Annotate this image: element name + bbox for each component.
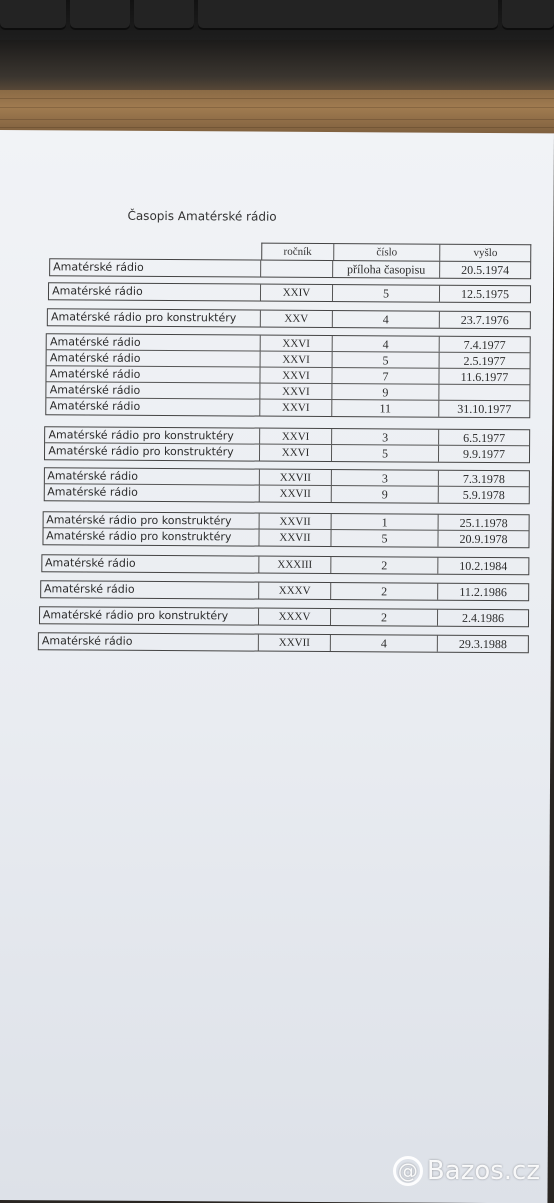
cell-title: Amatérské rádio pro konstruktéry [45, 443, 260, 460]
table-group [46, 333, 531, 418]
table-group [48, 282, 531, 303]
cell-rocnik: XXVI [261, 352, 333, 367]
cell-cislo: 3 [332, 470, 439, 486]
document-title: Časopis Amatérské rádio [127, 208, 277, 224]
cell-rocnik: XXIV [261, 285, 333, 301]
cell-cislo: 4 [333, 311, 440, 328]
header-rocnik: ročník [262, 244, 334, 260]
cell-vyslo: 5.9.1978 [462, 487, 505, 503]
cell-title: Amatérské rádio [41, 581, 259, 598]
table-group [47, 308, 531, 329]
table-row [50, 259, 530, 278]
header-vyslo: vyšlo [473, 246, 498, 260]
cell-rocnik: XXVI [260, 384, 332, 399]
table-group [40, 580, 529, 601]
keyboard-key [502, 0, 554, 30]
cell-title: Amatérské rádio [49, 283, 261, 300]
keyboard-key [134, 0, 194, 30]
table-row [48, 309, 530, 328]
cell-vyslo: 12.5.1975 [460, 286, 510, 302]
keyboard-key [0, 0, 66, 30]
cell-rocnik: XXVI [261, 336, 333, 351]
cell-cislo: 11 [332, 400, 439, 417]
cell-vyslo: 2.4.1986 [461, 610, 505, 626]
cell-rocnik: XXVI [260, 429, 332, 444]
cell-cislo: 5 [332, 445, 439, 462]
cell-vyslo: 11.6.1977 [460, 369, 509, 385]
cell-vyslo [439, 385, 529, 401]
cell-vyslo: 9.9.1977 [462, 446, 506, 462]
cell-cislo: 4 [331, 635, 438, 652]
table-row [49, 283, 530, 302]
cell-title: Amatérské rádio [50, 259, 261, 276]
wooden-desk [0, 90, 554, 134]
cell-cislo: 7 [332, 368, 439, 384]
cell-cislo: 2 [331, 609, 438, 626]
keyboard [0, 0, 554, 40]
header-cislo: číslo [334, 244, 441, 261]
cell-vyslo: 23.7.1976 [460, 312, 509, 328]
table-row [45, 443, 529, 462]
cell-vyslo: 2.5.1977 [463, 353, 506, 369]
cell-title: Amatérské rádio [47, 350, 261, 366]
cell-cislo: příloha časopisu [333, 261, 440, 278]
cell-vyslo: 20.9.1978 [459, 531, 508, 547]
cell-rocnik: XXVI [260, 400, 332, 416]
cell-rocnik: XXXV [259, 583, 331, 599]
cell-cislo: 4 [333, 336, 440, 352]
bazos-logo-icon: @ [393, 1156, 423, 1186]
cell-rocnik: XXVII [259, 530, 331, 546]
cell-rocnik: XXVII [260, 514, 332, 529]
paper-sheet [0, 130, 554, 1203]
table-group [43, 467, 530, 504]
cell-cislo: 5 [331, 530, 438, 547]
cell-title: Amatérské rádio pro konstruktéry [45, 427, 260, 443]
table-group [41, 554, 529, 575]
cell-title: Amatérské rádio pro konstruktéry [43, 528, 259, 545]
cell-rocnik: XXVII [260, 470, 332, 485]
cell-vyslo: 25.1.1978 [459, 515, 508, 531]
cell-rocnik: XXVI [260, 445, 332, 461]
table-group [42, 511, 530, 548]
cell-cislo: 5 [333, 285, 440, 302]
table-row [43, 528, 528, 547]
keyboard-key [198, 0, 498, 30]
cell-cislo: 5 [333, 352, 440, 368]
cell-title: Amatérské rádio [47, 398, 261, 415]
table-row [42, 555, 528, 574]
cell-vyslo: 7.4.1977 [463, 337, 506, 353]
cell-rocnik: XXXIII [259, 557, 331, 573]
cell-cislo: 9 [332, 384, 439, 400]
table-row [44, 484, 529, 503]
cell-rocnik [261, 261, 333, 277]
cell-cislo: 2 [331, 557, 438, 574]
cell-cislo: 9 [332, 486, 439, 503]
cell-title: Amatérské rádio [47, 382, 261, 398]
cell-rocnik: XXXV [259, 609, 331, 625]
cell-cislo: 1 [332, 514, 439, 530]
table-header [261, 243, 531, 262]
cell-cislo: 3 [332, 429, 439, 445]
cell-title: Amatérské rádio pro konstruktéry [40, 607, 259, 624]
cell-rocnik: XXV [261, 311, 333, 327]
cell-vyslo: 20.5.1974 [461, 262, 510, 278]
cell-title: Amatérské rádio pro konstruktéry [43, 512, 259, 528]
table-group [38, 632, 529, 653]
watermark [393, 1156, 540, 1186]
cell-rocnik: XXVII [260, 486, 332, 502]
table-group [49, 258, 531, 279]
table-row [41, 581, 528, 600]
cell-vyslo: 29.3.1988 [458, 636, 507, 652]
table-group [39, 606, 529, 627]
cell-title: Amatérské rádio [44, 468, 260, 484]
keyboard-key [70, 0, 130, 30]
cell-vyslo: 6.5.1977 [463, 430, 506, 446]
table-row [40, 607, 528, 626]
keyboard-edge [0, 40, 554, 92]
cell-title: Amatérské rádio [39, 633, 259, 650]
watermark-text: Bazos.cz [426, 1156, 540, 1186]
table-group [44, 426, 530, 463]
cell-rocnik: XXVII [259, 635, 331, 651]
table-row [39, 633, 528, 652]
cell-title: Amatérské rádio [44, 484, 260, 501]
cell-cislo: 2 [331, 583, 438, 600]
cell-vyslo: 11.2.1986 [459, 584, 507, 600]
cell-vyslo: 7.3.1978 [462, 471, 505, 487]
cell-title: Amatérské rádio [42, 555, 259, 572]
cell-rocnik: XXVI [260, 368, 332, 383]
cell-title: Amatérské rádio [47, 366, 261, 382]
cell-title: Amatérské rádio pro konstruktéry [48, 309, 261, 326]
table-row [47, 398, 530, 417]
cell-title: Amatérské rádio [47, 334, 261, 350]
cell-vyslo: 31.10.1977 [457, 401, 512, 417]
cell-vyslo: 10.2.1984 [459, 558, 508, 574]
